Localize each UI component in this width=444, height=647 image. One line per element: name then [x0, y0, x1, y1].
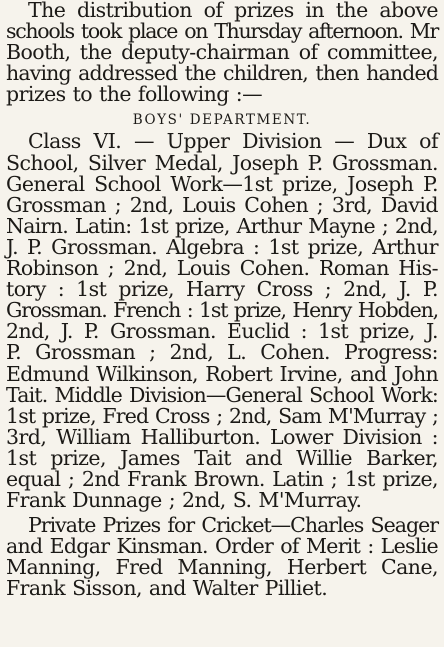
text-line: Class VI. — Upper Division — Dux of: [28, 129, 438, 154]
text-line: prizes to the following :—: [6, 82, 263, 107]
private-prizes-paragraph: [6, 515, 438, 599]
text-line: Tait. Middle Division—General School Work:: [6, 382, 438, 407]
text-line: Manning, Fred Manning, Herbert Cane,: [6, 555, 438, 580]
text-line: J. P. Grossman. Algebra : 1st prize, Arthur: [6, 234, 438, 259]
text-line: Booth, the deputy-chairman of committee,: [6, 40, 438, 65]
boys-department-paragraph: [6, 131, 438, 511]
text-line: General School Work—1st prize, Joseph P.: [6, 171, 438, 196]
text-line: 1st prize, Fred Cross ; 2nd, Sam M'Murray ;: [6, 403, 439, 428]
text-line: The distribution of prizes in the above: [28, 0, 438, 22]
section-heading: BOYS' DEPARTMENT.: [132, 112, 312, 129]
text-line: Frank Sisson, and Walter Pilliet.: [6, 576, 328, 601]
text-line: equal ; 2nd Frank Brown. Latin ; 1st prize,: [6, 466, 438, 491]
text-line: 2nd, J. P. Grossman. Euclid : 1st prize, J.: [6, 319, 438, 344]
text-line: P. Grossman ; 2nd, L. Cohen. Progress:: [6, 340, 438, 365]
text-line: 3rd, William Halliburton. Lower Division :: [6, 424, 438, 449]
text-line: Nairn. Latin: 1st prize, Arthur Mayne ; 2nd,: [6, 213, 438, 238]
text-line: 1st prize, James Tait and Willie Barker,: [6, 445, 438, 470]
intro-paragraph: [6, 0, 438, 105]
text-line: tory : 1st prize, Harry Cross ; 2nd, J. P.: [6, 277, 438, 302]
text-line: having addressed the children, then handed: [6, 61, 438, 86]
text-line: Frank Dunnage ; 2nd, S. M'Murray.: [6, 488, 362, 513]
text-line: Grossman. French : 1st prize, Henry Hobden,: [6, 298, 438, 323]
text-line: Edmund Wilkinson, Robert Irvine, and John: [6, 361, 438, 386]
text-line: Robinson ; 2nd, Louis Cohen. Roman His-: [6, 256, 438, 281]
text-line: and Edgar Kinsman. Order of Merit : Leslie: [6, 534, 438, 559]
text-line: schools took place on Thursday afternoon. Mr: [6, 19, 438, 44]
text-line: Grossman ; 2nd, Louis Cohen ; 3rd, David: [6, 192, 438, 217]
text-line: Private Prizes for Cricket—Charles Seager: [28, 513, 438, 538]
text-line: School, Silver Medal, Joseph P. Grossman.: [6, 150, 438, 175]
